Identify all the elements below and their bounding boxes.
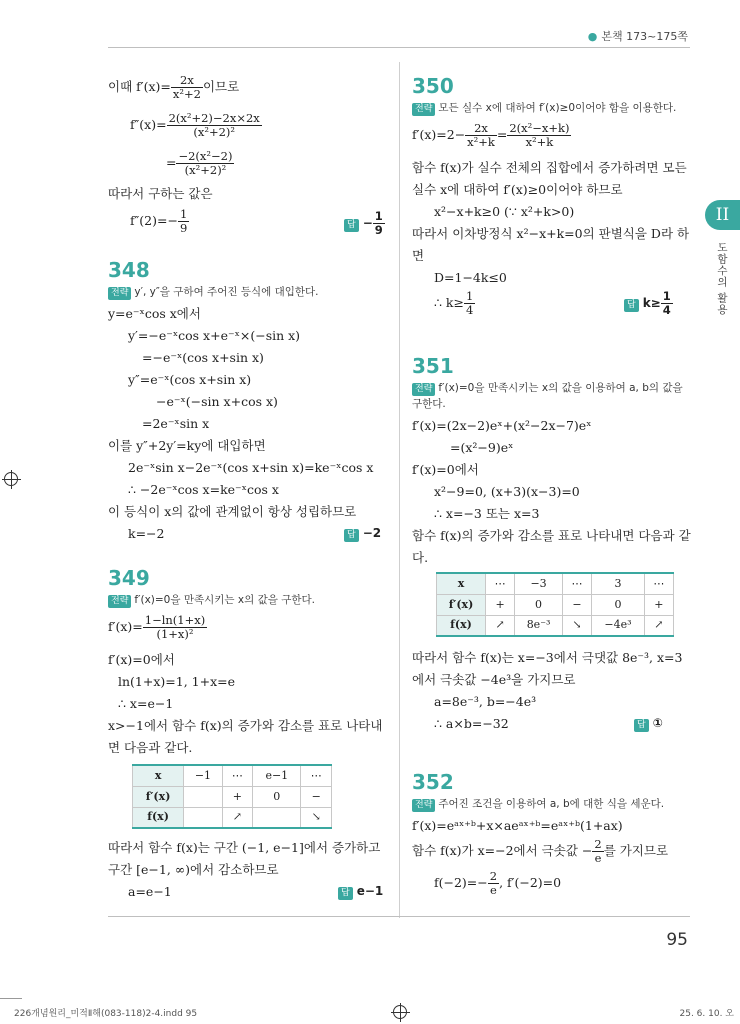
table-cell: ↗ xyxy=(222,807,252,828)
problem-number-350: 350 xyxy=(412,74,454,98)
p350-line: x²−x+k≥0 (∵ x²+k>0) xyxy=(434,204,575,219)
table-cell: f′(x) xyxy=(437,594,486,615)
answer-350: 답 k≥ $\frac{1}{4}$ xyxy=(624,290,673,317)
problem-number-352: 352 xyxy=(412,770,454,794)
p349-after: 따라서 함수 f(x)는 구간 (−1, e−1]에서 증가하고 xyxy=(108,840,381,855)
intro-line-4: 따라서 구하는 값은 xyxy=(108,186,213,201)
footer-file-info: 226개념원리_미적Ⅱ해(083-118)2-4.indd 95 xyxy=(14,1009,198,1019)
p351-line: 다. xyxy=(412,550,429,565)
p351-line: 함수 f(x)의 증가와 감소를 표로 나타내면 다음과 같 xyxy=(412,528,691,543)
table-cell: + xyxy=(486,594,515,615)
intro-line-3: = $\frac{\text{−2(x²−2)}}{\text{(x²+2)²}}$ xyxy=(166,149,233,178)
p350-line-1: f′(x)=2− $\frac{2x}{\text{x²+k}}$ = $\frac{\text{2(x²−x+k)}}{\text{x²+k}}$ xyxy=(412,121,570,150)
table-cell: f(x) xyxy=(133,807,184,828)
p348-line: 이를 y″+2y′=ky에 대입하면 xyxy=(108,438,266,453)
footer-rule xyxy=(0,998,22,999)
page-number: 95 xyxy=(666,930,688,950)
p349-line: 면 다음과 같다. xyxy=(108,740,193,755)
p349-line: f′(x)=0에서 xyxy=(108,652,175,667)
answer-347: 답 − $\frac{1}{9}$ xyxy=(344,210,385,237)
problem-number-349: 349 xyxy=(108,566,150,590)
table-cell xyxy=(184,786,222,807)
table-cell: −4e³ xyxy=(592,615,645,636)
p352-line-1: f′(x)=eᵃˣ⁺ᵇ+x×aeᵃˣ⁺ᵇ=eᵃˣ⁺ᵇ(1+ax) xyxy=(412,818,623,833)
p348-line: y=e⁻ˣcos x에서 xyxy=(108,306,201,321)
table-cell: ⋯ xyxy=(562,573,591,594)
p351-line: f′(x)=(2x−2)eˣ+(x²−2x−7)eˣ xyxy=(412,418,592,433)
table-cell xyxy=(184,807,222,828)
table-cell: − xyxy=(562,594,591,615)
p351-after: ∴ a×b=−32 xyxy=(434,716,509,731)
strategy-350: 전략 모든 실수 x에 대하여 f′(x)≥0이어야 함을 이용한다. xyxy=(412,102,676,116)
strategy-348: 전략 y′, y″을 구하여 주어진 등식에 대입한다. xyxy=(108,286,319,300)
p350-line: 실수 x에 대하여 f′(x)≥0이어야 하므로 xyxy=(412,182,623,197)
p352-line-2: 함수 f(x)가 x=−2에서 극솟값 − $\frac{2}{e}$ 를 가지므로 xyxy=(412,837,669,866)
p349-after: 구간 [e−1, ∞)에서 감소하므로 xyxy=(108,862,279,877)
table-cell: 3 xyxy=(592,573,645,594)
strategy-349: 전략 f′(x)=0을 만족시키는 x의 값을 구한다. xyxy=(108,594,315,608)
table-cell: ⋯ xyxy=(301,765,332,786)
p349-line-1: f′(x)= $\frac{1-\ln(1+x)}{\text{(1+x)²}}$ xyxy=(108,613,206,642)
p349-after: a=e−1 xyxy=(128,884,172,899)
intro-line-1: 이때 f′(x)= $\frac{2x}{\text{x²+2}}$ 이므로 xyxy=(108,73,240,102)
table-cell: ⋯ xyxy=(486,573,515,594)
p351-line: x²−9=0, (x+3)(x−3)=0 xyxy=(434,484,580,499)
footer-date: 25. 6. 10. 오 xyxy=(679,1009,734,1019)
problem-number-348: 348 xyxy=(108,258,150,282)
p351-after: a=8e⁻³, b=−4e³ xyxy=(434,694,537,709)
table-cell: 0 xyxy=(515,594,563,615)
answer-349: 답 e−1 xyxy=(338,884,383,900)
p351-line: ∴ x=−3 또는 x=3 xyxy=(434,506,540,521)
table-cell: f(x) xyxy=(437,615,486,636)
page-reference: ● 본책 173~175쪽 xyxy=(587,30,688,43)
chapter-number: II xyxy=(705,200,740,230)
p351-after: 에서 극솟값 −4e³을 가지므로 xyxy=(412,672,576,687)
table-cell: e−1 xyxy=(253,765,301,786)
p348-line: 2e⁻ˣsin x−2e⁻ˣ(cos x+sin x)=ke⁻ˣcos x xyxy=(128,460,374,475)
p348-line: −e⁻ˣ(−sin x+cos x) xyxy=(156,394,278,409)
bullet-icon: ● xyxy=(587,30,598,43)
table-cell: 0 xyxy=(253,786,301,807)
p349-line: x>−1에서 함수 f(x)의 증가와 감소를 표로 나타내 xyxy=(108,718,383,733)
chapter-tab xyxy=(705,200,740,315)
problem-number-351: 351 xyxy=(412,354,454,378)
sign-table-351 xyxy=(436,572,674,637)
table-cell: x xyxy=(133,765,184,786)
table-cell: −1 xyxy=(184,765,222,786)
p348-line: y″=e⁻ˣ(cos x+sin x) xyxy=(128,372,252,387)
p348-line: ∴ −2e⁻ˣcos x=ke⁻ˣcos x xyxy=(128,482,279,497)
table-cell: + xyxy=(222,786,252,807)
strategy-351: 전략 f′(x)=0을 만족시키는 x의 값을 이용하여 a, b의 값을 xyxy=(412,382,683,396)
answer-348: 답 −2 xyxy=(344,526,381,542)
table-cell: 8e⁻³ xyxy=(515,615,563,636)
p351-line: f′(x)=0에서 xyxy=(412,462,479,477)
bottom-rule xyxy=(108,916,690,917)
sign-table-349 xyxy=(132,764,332,829)
p349-line: ln(1+x)=1, 1+x=e xyxy=(118,674,235,689)
table-cell: + xyxy=(644,594,673,615)
p348-line: =−e⁻ˣ(cos x+sin x) xyxy=(142,350,264,365)
strategy-351-cont: 구한다. xyxy=(412,398,446,410)
top-rule xyxy=(108,47,690,48)
table-cell: ↘ xyxy=(301,807,332,828)
p350-line: 면 xyxy=(412,248,425,263)
p351-line: =(x²−9)eˣ xyxy=(450,440,514,455)
table-cell xyxy=(253,807,301,828)
p348-line: y′=−e⁻ˣcos x+e⁻ˣ×(−sin x) xyxy=(128,328,301,343)
p350-line: 따라서 이차방정식 x²−x+k=0의 판별식을 D라 하 xyxy=(412,226,690,241)
strategy-352: 전략 주어진 조건을 이용하여 a, b에 대한 식을 세운다. xyxy=(412,798,664,812)
intro-line-5: f″(2)=− $\frac{1}{9}$ xyxy=(130,207,188,236)
table-cell: ↗ xyxy=(644,615,673,636)
table-cell: 0 xyxy=(592,594,645,615)
answer-351: 답 ① xyxy=(634,716,663,732)
intro-line-2: f″(x)= $\frac{\text{2(x²+2)−2x×2x}}{\text{(x²+2)²}}$ xyxy=(130,111,260,140)
p351-after: 따라서 함수 f(x)는 x=−3에서 극댓값 8e⁻³, x=3 xyxy=(412,650,683,665)
p348-line: k=−2 xyxy=(128,526,165,541)
column-divider xyxy=(399,62,400,918)
p350-line-last: ∴ k≥ $\frac{1}{4}$ xyxy=(434,289,474,318)
table-cell: ↘ xyxy=(562,615,591,636)
p352-line-3: f(−2)=− $\frac{2}{e}$ , f′(−2)=0 xyxy=(434,869,562,898)
table-cell: − xyxy=(301,786,332,807)
table-cell: −3 xyxy=(515,573,563,594)
registration-mark-icon xyxy=(4,472,18,486)
p348-line: =2e⁻ˣsin x xyxy=(142,416,210,431)
table-cell: ↗ xyxy=(486,615,515,636)
p350-line: D=1−4k≤0 xyxy=(434,270,507,285)
table-cell: x xyxy=(437,573,486,594)
table-cell: ⋯ xyxy=(222,765,252,786)
p348-line: 이 등식이 x의 값에 관계없이 항상 성립하므로 xyxy=(108,504,357,519)
table-cell: f′(x) xyxy=(133,786,184,807)
registration-mark-icon xyxy=(393,1005,407,1019)
p350-line: 함수 f(x)가 실수 전체의 집합에서 증가하려면 모든 xyxy=(412,160,687,175)
chapter-title: 도함수의 활용 xyxy=(716,242,728,316)
p349-line: ∴ x=e−1 xyxy=(118,696,174,711)
table-cell: ⋯ xyxy=(644,573,673,594)
